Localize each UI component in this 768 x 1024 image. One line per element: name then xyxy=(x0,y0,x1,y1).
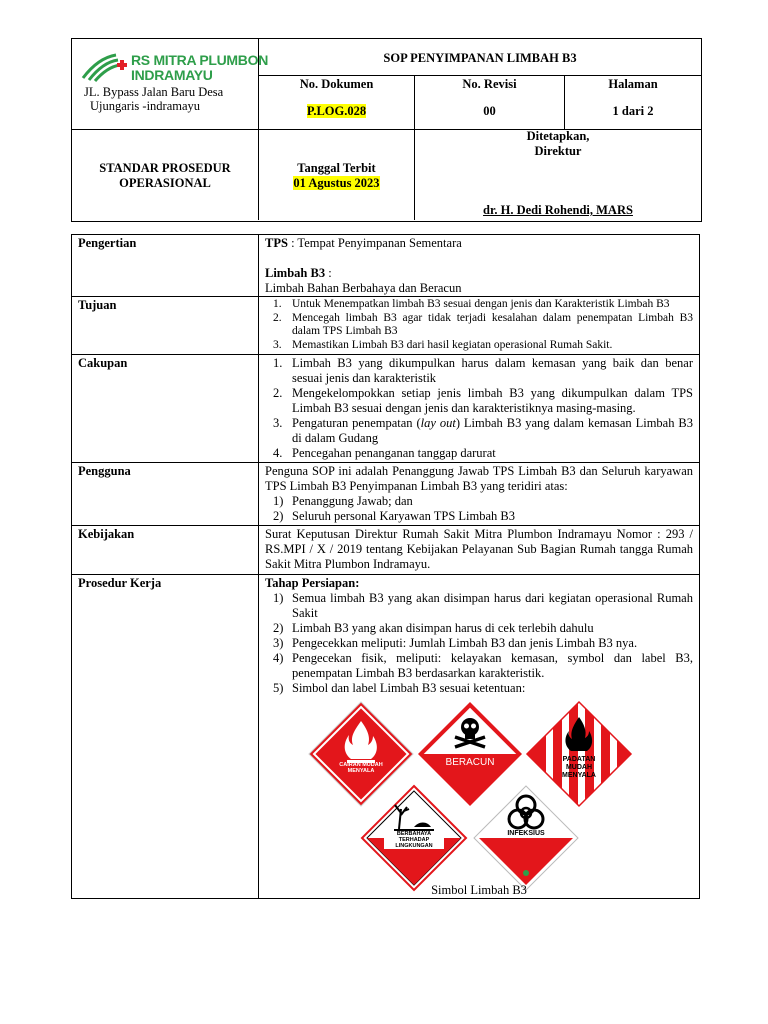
symbols-caption: Simbol Limbah B3 xyxy=(431,883,527,897)
sop-body-table xyxy=(71,234,700,899)
flammable-solid-label: PADATAN MUDAH MENYALA xyxy=(562,756,596,779)
address-line2: Ujungaris -indramayu xyxy=(90,99,201,113)
director-name: dr. H. Dedi Rohendi, MARS xyxy=(483,203,633,217)
hospital-logo xyxy=(80,52,269,84)
row-pengertian xyxy=(72,235,700,297)
doc-number-value: P.LOG.028 xyxy=(306,104,367,118)
list-item: 3. Memastikan Limbah B3 dari hasil kegiatan operasional Rumah Sakit. xyxy=(273,338,613,351)
row-pengguna xyxy=(72,463,700,526)
list-item: 1. Limbah B3 yang dikumpulkan harus dalam kemasan yang baik dan benar sesuai jenis dan karakteristik xyxy=(273,356,693,385)
list-item: 4. Pencegahan penanganan tanggap darurat xyxy=(273,446,496,460)
sop-type-line2: OPERASIONAL xyxy=(119,176,211,190)
b3-term: Limbah B3 xyxy=(265,266,326,280)
environment-hazard-label: BERBAHAYA TERHADAP LINGKUNGAN xyxy=(384,831,444,849)
environment-hazard-symbol xyxy=(359,783,469,893)
logo-text-line2: INDRAMAYU xyxy=(131,67,213,83)
list-item: 2. Mengekelompokkan setiap jenis limbah B3 yang dikumpulkan dalam TPS Limbah B3 sesuai dengan jenis dan karakteristiknya masing-masing. xyxy=(273,386,693,415)
list-item: 2) Seluruh personal Karyawan TPS Limbah B3 xyxy=(273,509,515,523)
label-pengguna: Pengguna xyxy=(72,463,259,526)
list-item: 2. Mencegah limbah B3 agar tidak terjadi kesalahan dalam penempatan Limbah B3 dalam TPS Limbah B3 xyxy=(273,311,693,337)
content-prosedur xyxy=(259,575,700,899)
row-prosedur xyxy=(72,575,700,899)
sop-type-line1: STANDAR PROSEDUR xyxy=(99,161,231,175)
row-cakupan xyxy=(72,355,700,463)
revision-value: 00 xyxy=(483,104,496,118)
list-item: 5) Simbol dan label Limbah B3 sesuai ketentuan: xyxy=(273,681,526,695)
sop-title: SOP PENYIMPANAN LIMBAH B3 xyxy=(383,51,577,65)
issue-date-wrap xyxy=(259,176,414,191)
tps-definition: : Tempat Penyimpanan Sementara xyxy=(287,236,462,250)
label-kebijakan: Kebijakan xyxy=(72,526,259,575)
issue-date-value: 01 Agustus 2023 xyxy=(293,176,380,190)
b3-definition: Limbah Bahan Berbahaya dan Beracun xyxy=(265,281,462,295)
director-title: Direktur xyxy=(534,144,582,158)
list-item: 1) Penanggung Jawab; dan xyxy=(273,494,413,508)
logo-swoosh-icon xyxy=(80,52,130,82)
b3-colon: : xyxy=(325,266,332,280)
row-tujuan xyxy=(72,297,700,355)
content-pengertian xyxy=(259,235,700,297)
pengguna-intro: Penguna SOP ini adalah Penanggung Jawab TPS Limbah B3 dan Seluruh karyawan TPS Limbah B3 Penyimpanan Limbah B3 yang teridiri atas: xyxy=(265,464,693,493)
flammable-liquid-label: CAIRAN MUDAH MENYALA xyxy=(339,762,383,774)
page-label: Halaman xyxy=(608,77,658,91)
logo-text-line1: RS MITRA PLUMBON xyxy=(131,52,269,68)
tps-term: TPS xyxy=(265,236,288,250)
label-cakupan: Cakupan xyxy=(72,355,259,463)
pengguna-list xyxy=(265,494,693,524)
address-line1: JL. Bypass Jalan Baru Desa xyxy=(84,85,224,99)
list-item: 3) Pengecekkan meliputi: Jumlah Limbah B3 dan jenis Limbah B3 nya. xyxy=(273,636,638,650)
infectious-symbol xyxy=(471,783,581,893)
revision-label: No. Revisi xyxy=(462,77,517,91)
list-item: 4) Pengecekan fisik, meliputi: kelayakan kemasan, symbol dan label B3, penempatan Limbah B3 berdasarkan karakteristik. xyxy=(273,651,693,680)
content-tujuan xyxy=(259,297,700,355)
toxic-label: BERACUN xyxy=(445,757,495,768)
content-pengguna xyxy=(259,463,700,526)
issue-date-label: Tanggal Terbit xyxy=(297,161,376,175)
cakupan-list xyxy=(265,356,693,461)
infectious-label: INFEKSIUS xyxy=(496,830,556,838)
document-header xyxy=(71,38,702,222)
list-item: 1. Untuk Menempatkan limbah B3 sesuai dengan jenis dan Karakteristik Limbah B3 xyxy=(273,298,670,310)
kebijakan-text: Surat Keputusan Direktur Rumah Sakit Mitra Plumbon Indramayu Nomor : 293 / RS.MPI / X / 2019 tentang Kebijakan Pelayanan Sub Bagian Rumah tangga Rumah Sakit Mitra Plumbon Indramayu. xyxy=(265,527,693,571)
doc-number-label: No. Dokumen xyxy=(299,77,374,91)
label-pengertian: Pengertian xyxy=(72,235,259,297)
label-tujuan: Tujuan xyxy=(72,297,259,355)
approved-label: Ditetapkan, xyxy=(526,129,590,143)
tujuan-list xyxy=(265,298,693,352)
content-kebijakan xyxy=(259,526,700,575)
page-value: 1 dari 2 xyxy=(612,104,654,118)
label-prosedur: Prosedur Kerja xyxy=(72,575,259,899)
doc-number-wrap xyxy=(259,104,414,119)
content-cakupan xyxy=(259,355,700,463)
list-item: 2) Limbah B3 yang akan disimpan harus di cek terlebih dahulu xyxy=(273,621,594,635)
prosedur-list xyxy=(265,591,693,696)
hazard-symbols xyxy=(259,699,699,889)
list-item: 1) Semua limbah B3 yang akan disimpan harus dari kegiatan operasional Rumah Sakit xyxy=(273,591,693,620)
list-item: 3. Pengaturan penempatan (lay out) Limbah B3 yang dalam kemasan Limbah B3 di dalam Gudang xyxy=(273,416,693,445)
row-kebijakan xyxy=(72,526,700,575)
prosedur-heading: Tahap Persiapan: xyxy=(265,576,360,590)
